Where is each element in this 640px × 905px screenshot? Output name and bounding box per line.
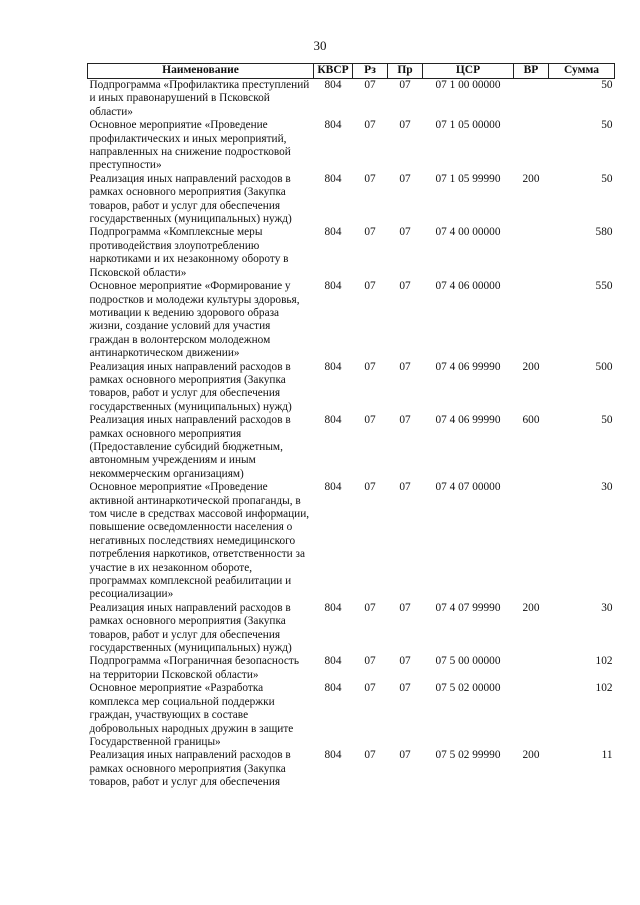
cell-name: Подпрограмма «Профилактика преступлений и иных правонарушений в Псковской области» — [89, 79, 310, 118]
cell-name: Реализация иных направлений расходов в рамках основного мероприятия (Закупка товаров, работ и услуг для обеспечения государственных (муниципальных) нужд) — [89, 360, 292, 413]
cell-kvsr: 804 — [324, 655, 342, 668]
cell-vr — [514, 79, 549, 120]
cell-kvsr: 804 — [324, 481, 342, 494]
cell-csr: 07 1 05 99990 — [435, 172, 501, 185]
header-name: Наименование — [88, 64, 314, 79]
cell-rz: 07 — [364, 601, 376, 614]
cell-sum: 580 — [595, 226, 613, 239]
table-row — [88, 119, 615, 173]
cell-vr: 200 — [522, 172, 540, 185]
cell-kvsr: 804 — [324, 79, 342, 91]
cell-csr: 07 1 00 00000 — [435, 79, 501, 91]
cell-sum: 102 — [595, 655, 613, 668]
table-row — [88, 414, 615, 481]
cell-sum: 50 — [601, 414, 613, 427]
page-number: 30 — [313, 38, 327, 53]
table-header-row — [88, 64, 615, 79]
cell-vr — [514, 226, 549, 280]
cell-pr: 07 — [399, 481, 411, 494]
cell-vr — [514, 119, 549, 173]
cell-rz: 07 — [364, 79, 376, 91]
cell-kvsr: 804 — [324, 414, 342, 427]
cell-name: Основное мероприятие «Проведение профилактических и иных мероприятий, направленных на снижение подростковой преступности» — [89, 119, 291, 172]
cell-sum: 11 — [601, 749, 613, 762]
cell-rz: 07 — [364, 655, 376, 668]
cell-pr: 07 — [399, 749, 411, 762]
cell-rz: 07 — [364, 119, 376, 132]
cell-kvsr: 804 — [324, 360, 342, 373]
cell-vr — [514, 655, 549, 682]
cell-name: Основное мероприятие «Разработка комплекса мер социальной поддержки граждан, участвующих в составе добровольных народных дружин в защите Государственной границы» — [89, 682, 294, 748]
cell-sum: 102 — [595, 682, 613, 695]
table-row — [88, 749, 615, 789]
cell-rz: 07 — [364, 172, 376, 185]
cell-csr: 07 4 06 99990 — [435, 360, 501, 373]
table-row — [88, 280, 615, 360]
cell-rz: 07 — [364, 414, 376, 427]
table-row — [88, 655, 615, 682]
header-vr: ВР — [514, 64, 549, 79]
cell-vr — [514, 481, 549, 602]
cell-csr: 07 5 02 00000 — [435, 682, 501, 695]
table-row — [88, 481, 615, 602]
cell-csr: 07 4 06 99990 — [435, 414, 501, 427]
cell-vr: 200 — [522, 601, 540, 614]
table-row — [88, 602, 615, 656]
table-row — [88, 361, 615, 415]
cell-sum: 500 — [595, 360, 613, 373]
cell-vr: 600 — [522, 414, 540, 427]
cell-name: Основное мероприятие «Формирование у подростков и молодежи культуры здоровья, мотивации к ведению здорового образа жизни, создание условий для участия граждан в волонтерском молодежном антинаркотическом движении» — [89, 280, 300, 360]
cell-rz: 07 — [364, 280, 376, 293]
cell-rz: 07 — [364, 226, 376, 239]
cell-csr: 07 5 02 99990 — [435, 749, 501, 762]
cell-kvsr: 804 — [324, 682, 342, 695]
cell-rz: 07 — [364, 682, 376, 695]
cell-pr: 07 — [399, 655, 411, 668]
cell-name: Подпрограмма «Комплексные меры противодействия злоупотреблению наркотиками и их незаконному обороту в Псковской области» — [89, 226, 289, 279]
table-row — [88, 682, 615, 749]
cell-pr: 07 — [399, 280, 411, 293]
budget-table — [87, 63, 615, 790]
cell-csr: 07 4 07 99990 — [435, 601, 501, 614]
cell-sum: 50 — [601, 172, 613, 185]
cell-pr: 07 — [399, 79, 411, 91]
cell-csr: 07 4 00 00000 — [435, 226, 501, 239]
cell-sum: 50 — [601, 119, 613, 132]
cell-pr: 07 — [399, 172, 411, 185]
cell-kvsr: 804 — [324, 226, 342, 239]
header-csr: ЦСР — [423, 64, 514, 79]
cell-pr: 07 — [399, 682, 411, 695]
cell-name: Подпрограмма «Пограничная безопасность на территории Псковской области» — [89, 655, 299, 681]
cell-pr: 07 — [399, 414, 411, 427]
cell-rz: 07 — [364, 360, 376, 373]
header-sum: Сумма — [549, 64, 615, 79]
cell-kvsr: 804 — [324, 280, 342, 293]
table-row — [88, 173, 615, 227]
header-pr: Пр — [388, 64, 423, 79]
cell-name: Реализация иных направлений расходов в рамках основного мероприятия (Предоставление субсидий бюджетным, автономным учреждениям и иным некоммерческим организациям) — [89, 414, 291, 480]
cell-sum: 30 — [601, 481, 613, 494]
header-rz: Рз — [353, 64, 388, 79]
cell-vr: 200 — [522, 749, 540, 762]
cell-sum: 50 — [601, 79, 613, 91]
cell-name: Реализация иных направлений расходов в рамках основного мероприятия (Закупка товаров, работ и услуг для обеспечения государственных (муниципальных) нужд) — [89, 172, 292, 226]
cell-pr: 07 — [399, 226, 411, 239]
cell-csr: 07 4 06 00000 — [435, 280, 501, 293]
cell-csr: 07 1 05 00000 — [435, 119, 501, 132]
cell-vr: 200 — [522, 360, 540, 373]
table-body — [88, 79, 615, 790]
cell-kvsr: 804 — [324, 172, 342, 185]
table-row — [88, 226, 615, 280]
cell-sum: 30 — [601, 601, 613, 614]
cell-rz: 07 — [364, 481, 376, 494]
cell-kvsr: 804 — [324, 749, 342, 762]
table-row — [88, 79, 615, 120]
cell-kvsr: 804 — [324, 601, 342, 614]
cell-name: Реализация иных направлений расходов в рамках основного мероприятия (Закупка товаров, работ и услуг для обеспечения — [89, 749, 291, 789]
cell-pr: 07 — [399, 119, 411, 132]
cell-csr: 07 5 00 00000 — [435, 655, 501, 668]
header-kvsr: КВСР — [314, 64, 353, 79]
cell-rz: 07 — [364, 749, 376, 762]
cell-name: Основное мероприятие «Проведение активной антинаркотической пропаганды, в том числе в средствах массовой информации, повышение осведомленности населения о негативных последствиях немедицинского потребления наркотиков, ответственности за участие в их незаконном обороте, программах комплексной реабилитации и ресоциализации» — [89, 481, 310, 601]
cell-name: Реализация иных направлений расходов в рамках основного мероприятия (Закупка товаров, работ и услуг для обеспечения государственных (муниципальных) нужд) — [89, 601, 292, 655]
cell-csr: 07 4 07 00000 — [435, 481, 501, 494]
cell-vr — [514, 682, 549, 749]
cell-sum: 550 — [595, 280, 613, 293]
cell-pr: 07 — [399, 601, 411, 614]
cell-kvsr: 804 — [324, 119, 342, 132]
cell-pr: 07 — [399, 360, 411, 373]
cell-vr — [514, 280, 549, 360]
